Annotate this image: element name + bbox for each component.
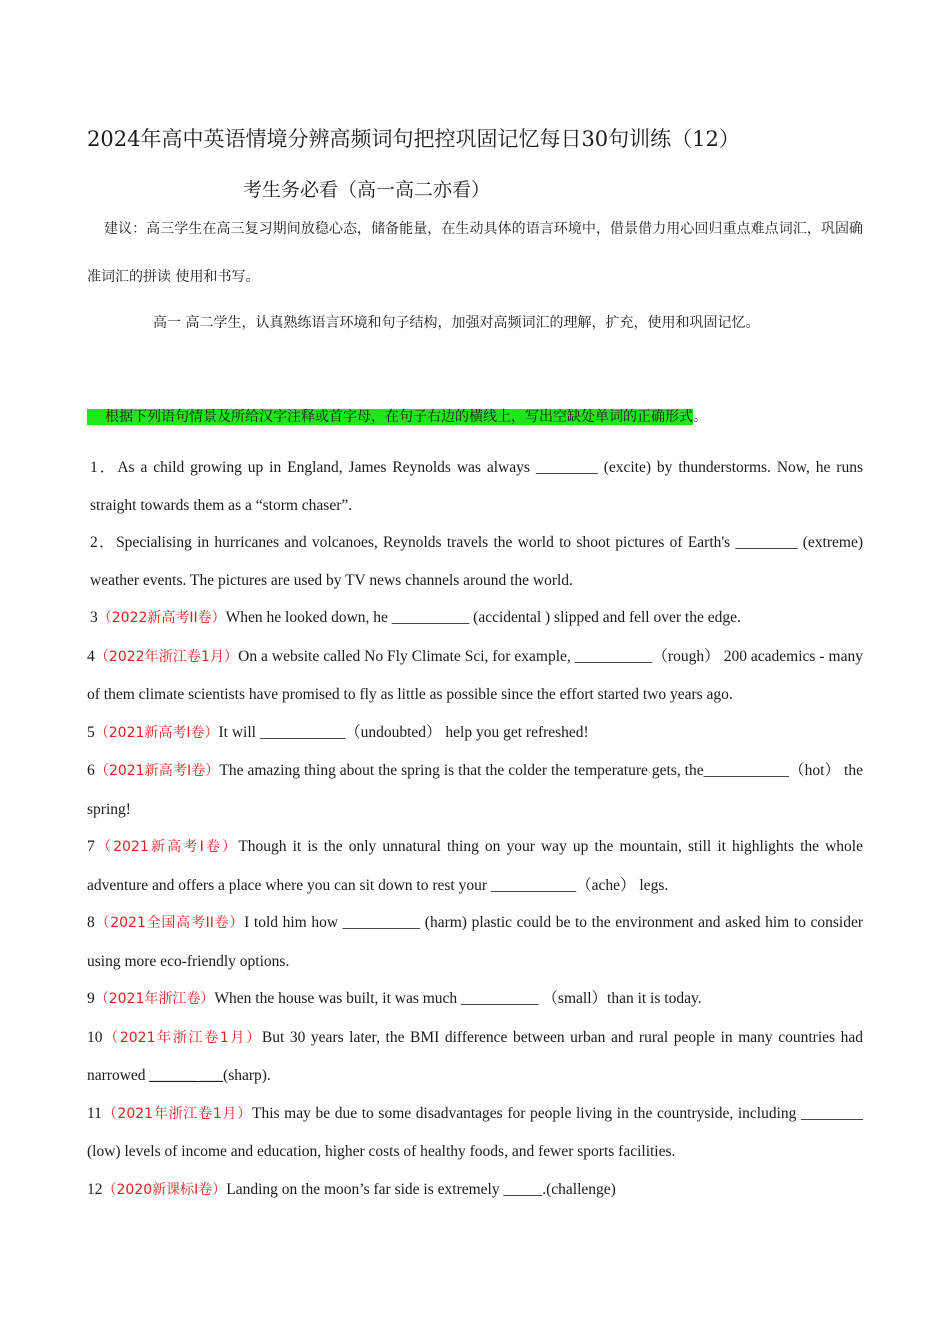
question-text: I told him how __________ (harm) plastic could be to the environment and asked him to consider using more eco-friendly options. [87, 914, 864, 970]
question-number: 6 [87, 762, 95, 779]
question-item [87, 980, 863, 1019]
question-number: 4 [87, 647, 95, 665]
page-title: 2024年高中英语情境分辨高频词句把控巩固记忆每日30句训练（12） [87, 127, 740, 151]
question-text: This may be due to some disadvantages for people living in the countryside, including ________ (low) levels of income and education, higher costs of healthy foods, and fewer sports facilities. [87, 1104, 863, 1160]
question-list [87, 449, 863, 1209]
question-text: Though it is the only unnatural thing on your way up the mountain, still it highlights the whole adventure and offers a place where you can sit down to rest your ___________（ache） legs. [87, 838, 863, 894]
question-number: 8 [87, 914, 95, 931]
exercise-instruction [87, 406, 707, 428]
question-source: （2021全国高考II卷） [94, 915, 245, 931]
question-text: When the house was built, it was much __________ （small）than it is today. [214, 990, 702, 1007]
question-item [87, 752, 863, 828]
question-number: 2． [90, 534, 117, 551]
question-item [87, 828, 863, 904]
question-item [87, 638, 863, 714]
question-item [87, 904, 863, 980]
question-text: But 30 years later, the BMI difference between urban and rural people in many countries had narrowed [87, 1028, 863, 1084]
question-source: （2021新高考I卷） [94, 763, 220, 779]
question-number: 3 [90, 609, 98, 626]
question-text: It will ___________（undoubted） help you get refreshed! [218, 723, 589, 741]
question-item [87, 1095, 863, 1171]
question-text: The amazing thing about the spring is that the colder the temperature gets, the___________（hot） the spring! [87, 762, 863, 818]
instruction-highlight: 根据下列语句情景及所给汉字注释或首字母，在句子右边的横线上，写出空缺处单词的正确形式 [87, 409, 693, 425]
question-number: 10 [87, 1028, 103, 1046]
question-number: 5 [87, 723, 95, 741]
advice-paragraph-junior: 高一 高二学生，认真熟练语言环境和句子结构，加强对高频词汇的理解，扩充，使用和巩固记忆。 [153, 315, 760, 331]
page-subtitle: 考生务必看（高一高二亦看） [243, 179, 491, 201]
question-item [87, 714, 863, 753]
question-number: 11 [87, 1104, 102, 1122]
question-item [87, 524, 863, 599]
question-text-tail: (sharp). [223, 1067, 271, 1084]
question-text: On a website called No Fly Climate Sci, for example, __________（rough） 200 academics - many of them climate scientists have promised to fly as little as possible since the effort started two years ago. [87, 647, 863, 703]
question-number: 9 [87, 990, 95, 1007]
question-source: （2022年浙江卷1月） [94, 648, 239, 665]
question-source: （2021新高考I卷） [94, 724, 219, 741]
question-number: 1． [90, 459, 118, 476]
question-text: When he looked down, he __________ (accidental ) slipped and fell over the edge. [225, 609, 741, 626]
question-text: Landing on the moon’s far side is extremely _____.(challenge) [226, 1180, 616, 1198]
question-source: （2021新高考I卷） [94, 839, 239, 855]
question-item [87, 1171, 863, 1210]
question-text: Specialising in hurricanes and volcanoes, Reynolds travels the world to shoot pictures of Earth's ________ (extreme) weather events. The pictures are used by TV news channels around the world. [90, 534, 863, 589]
question-item [87, 599, 863, 638]
question-source: （2021年浙江卷1月） [102, 1029, 262, 1046]
advice-paragraph-senior: 建议：高三学生在高三复习期间放稳心态，储备能量，在生动具体的语言环境中，借景借力用心回归重点难点词汇，巩固确准词汇的拼读 使用和书写。 [87, 221, 863, 285]
question-source: （2020新课标I卷） [102, 1181, 227, 1198]
question-item [87, 1019, 863, 1095]
question-source: （2022新高考II卷） [97, 610, 226, 626]
question-number: 12 [87, 1180, 103, 1198]
instruction-period: 。 [693, 409, 707, 425]
question-text: As a child growing up in England, James Reynolds was always ________ (excite) by thunderstorms. Now, he runs straight towards them as a “storm chaser”. [90, 459, 863, 514]
question-source: （2021年浙江卷1月） [101, 1105, 252, 1122]
question-item [87, 449, 863, 524]
answer-blank: ______ ___ [149, 1067, 224, 1084]
question-source: （2021年浙江卷） [94, 991, 215, 1007]
question-number: 7 [87, 838, 95, 855]
